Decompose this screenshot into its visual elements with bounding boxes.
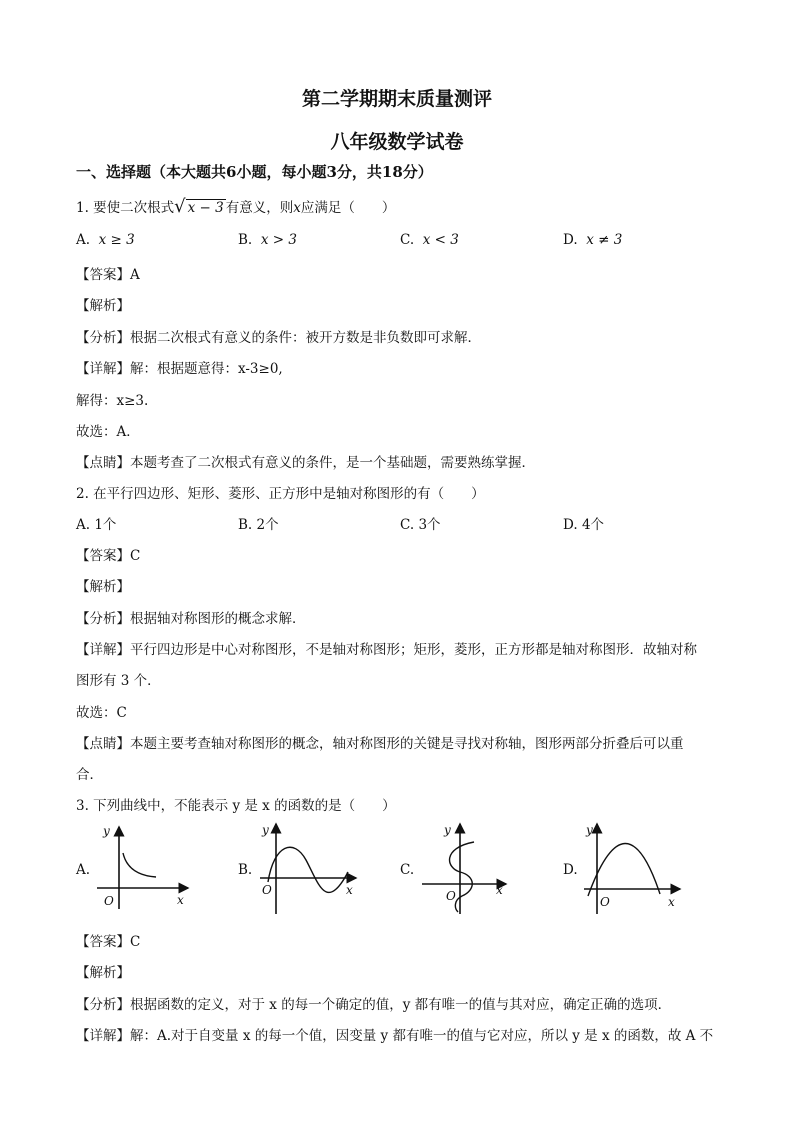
q2-stem: 2. 在平行四边形、矩形、菱形、正方形中是轴对称图形的有（ ） — [76, 486, 485, 502]
option-letter: A. — [76, 232, 91, 248]
q3-analysis: 【分析】根据函数的定义，对于 x 的每一个确定的值，y 都有唯一的值与其对应，确定正确的选项． — [76, 997, 672, 1013]
q1-stem-pre: 1. 要使二次根式 — [76, 200, 175, 216]
x-label: x — [668, 895, 675, 909]
option-letter: C. — [400, 517, 415, 533]
graph-d-letter: D. — [563, 862, 578, 878]
q1-stem-var: x — [293, 200, 301, 216]
q2-option-b — [238, 513, 279, 533]
q2-answer: 【答案】C — [76, 548, 141, 564]
option-letter: A. — [76, 517, 91, 533]
graph-a — [94, 823, 194, 913]
curve — [588, 843, 660, 896]
option-text: 3个 — [418, 517, 441, 533]
option-text: 1个 — [94, 517, 117, 533]
q1-choose: 故选：A． — [76, 424, 140, 440]
x-label: x — [177, 893, 184, 907]
q2-comment-line2: 合． — [76, 767, 103, 783]
option-letter: C. — [400, 232, 415, 248]
q2-choose: 故选：C — [76, 705, 127, 721]
y-label: y — [444, 823, 451, 837]
section-heading: 一、选择题（本大题共6小题，每小题3分，共18分） — [76, 163, 433, 181]
option-letter: D. — [563, 232, 578, 248]
q1-jiexi: 【解析】 — [76, 298, 130, 314]
option-text: x < 3 — [422, 232, 459, 248]
q1-option-c — [400, 232, 459, 248]
x-label: x — [346, 883, 353, 897]
graph-d — [580, 820, 684, 916]
q3-jiexi: 【解析】 — [76, 965, 130, 981]
q1-comment: 【点睛】本题考查了二次根式有意义的条件，是一个基础题，需要熟练掌握． — [76, 455, 535, 471]
q1-stem — [76, 196, 395, 217]
q1-detail: 【详解】解：根据题意得：x-3≥0, — [76, 361, 283, 377]
q1-answer: 【答案】A — [76, 267, 140, 283]
q2-detail-line1: 【详解】平行四边形是中心对称图形，不是轴对称图形；矩形，菱形，正方形都是轴对称图形．故轴对称 — [76, 642, 697, 658]
option-letter: B. — [238, 232, 253, 248]
q2-option-c — [400, 513, 441, 533]
q2-comment-line1: 【点睛】本题主要考查轴对称图形的概念，轴对称图形的关键是寻找对称轴，图形两部分折叠后可以重 — [76, 736, 684, 752]
curve — [123, 853, 156, 877]
q3-answer: 【答案】C — [76, 934, 141, 950]
graph-b — [256, 820, 360, 916]
q1-option-b — [238, 232, 297, 248]
q2-option-a — [76, 513, 116, 533]
y-label: y — [262, 823, 269, 837]
q1-stem-mid: 有意义，则 — [225, 200, 294, 216]
q1-radical — [174, 196, 226, 217]
q2-analysis: 【分析】根据轴对称图形的概念求解． — [76, 611, 306, 627]
y-label: y — [103, 824, 110, 838]
y-label: y — [586, 823, 593, 837]
x-label: x — [496, 883, 503, 897]
curve — [268, 847, 348, 892]
option-text: x > 3 — [260, 232, 297, 248]
origin-label: O — [600, 895, 610, 909]
option-letter: D. — [563, 517, 578, 533]
option-text: 2个 — [256, 517, 279, 533]
q1-option-a — [76, 232, 135, 248]
option-text: x ≥ 3 — [98, 232, 135, 248]
exam-subtitle: 八年级数学试卷 — [330, 131, 464, 153]
q1-stem-post: 应满足（ ） — [300, 200, 396, 216]
origin-label: O — [446, 889, 456, 903]
q1-radicand: x − 3 — [187, 200, 224, 216]
graph-a-letter: A. — [76, 862, 91, 878]
option-text: 4个 — [581, 517, 605, 533]
q1-solve: 解得：x≥3. — [76, 393, 149, 409]
graph-b-letter: B. — [238, 862, 253, 878]
sqrt-symbol: √ — [174, 196, 186, 217]
origin-label: O — [104, 894, 114, 908]
q2-option-d — [563, 513, 604, 533]
q1-analysis: 【分析】根据二次根式有意义的条件：被开方数是非负数即可求解． — [76, 330, 481, 346]
q3-stem: 3. 下列曲线中，不能表示 y 是 x 的函数的是（ ） — [76, 798, 396, 814]
graph-c — [418, 820, 510, 916]
origin-label: O — [262, 883, 272, 897]
graph-c-letter: C. — [400, 862, 415, 878]
q1-option-d — [563, 232, 622, 248]
option-text: x ≠ 3 — [586, 232, 623, 248]
option-letter: B. — [238, 517, 253, 533]
exam-title: 第二学期期末质量测评 — [301, 88, 492, 110]
q2-detail-line2: 图形有 3 个． — [76, 673, 161, 689]
q2-jiexi: 【解析】 — [76, 579, 130, 595]
q3-detail: 【详解】解：A.对于自变量 x 的每一个值，因变量 y 都有唯一的值与它对应，所以 y 是 x 的函数，故 A 不 — [76, 1028, 714, 1044]
